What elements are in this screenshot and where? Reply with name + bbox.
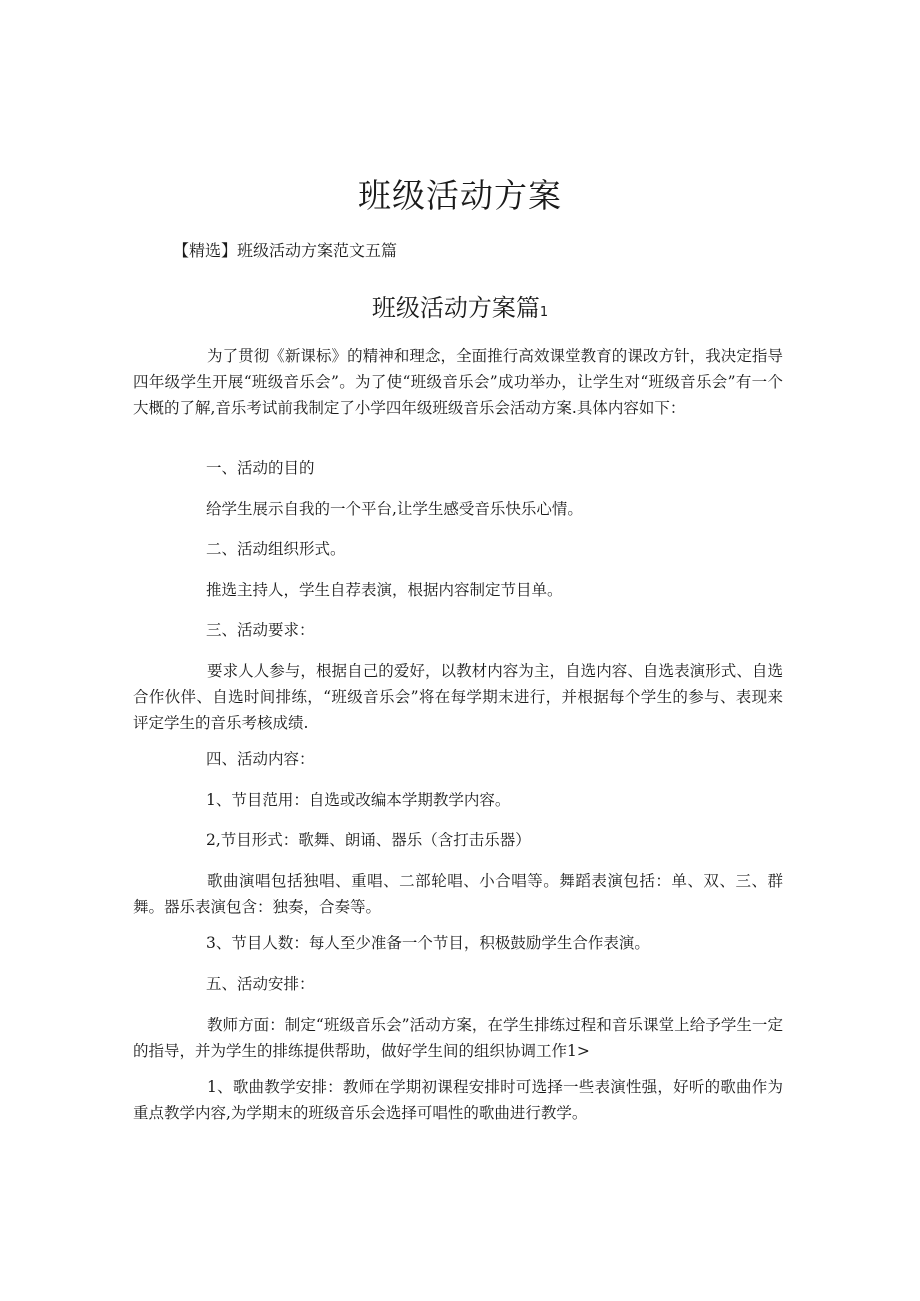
heading-format: 二、活动组织形式。 xyxy=(206,540,346,558)
heading-purpose: 一、活动的目的 xyxy=(206,459,315,477)
section-title-text: 班级活动方案篇 xyxy=(371,294,540,322)
section-title xyxy=(0,288,920,323)
document-title: 班级活动方案 xyxy=(358,176,562,215)
paragraph-song-teaching: 1、歌曲教学安排：教师在学期初课程安排时可选择一些表演性强，好听的歌曲作为重点教学内容,为学期末的班级音乐会选择可唱性的歌曲进行教学。 xyxy=(133,1078,783,1122)
paragraph-purpose: 给学生展示自我的一个平台,让学生感受音乐快乐心情。 xyxy=(206,500,583,518)
list-item-count: 3、节目人数：每人至少准备一个节目，积极鼓励学生合作表演。 xyxy=(206,934,650,952)
paragraph-requirements: 要求人人参与，根据自己的爱好，以教材内容为主，自选内容、自选表演形式、自选合作伙伴、自选时间排练，“班级音乐会”将在每学期末进行，并根据每个学生的参与、表现来评定学生的音乐考核成绩. xyxy=(133,662,783,732)
intro-paragraph: 为了贯彻《新课标》的精神和理念，全面推行高效课堂教育的课改方针，我决定指导四年级学生开展“班级音乐会”。为了使“班级音乐会”成功举办，让学生对“班级音乐会”有一个大概的了解,音乐考试前我制定了小学四年级班级音乐会活动方案.具体内容如下： xyxy=(133,347,783,417)
section-number: 1 xyxy=(539,305,549,320)
list-item-format: 2,节目形式：歌舞、朗诵、器乐（含打击乐器） xyxy=(206,831,531,849)
paragraph-teacher: 教师方面：制定“班级音乐会”活动方案，在学生排练过程和音乐课堂上给予学生一定的指导，并为学生的排练提供帮助，做好学生间的组织协调工作1> xyxy=(133,1016,783,1060)
document-subtitle: 【精选】班级活动方案范文五篇 xyxy=(173,241,398,260)
heading-content: 四、活动内容： xyxy=(206,750,315,768)
list-item-scope: 1、节目范用：自选或改编本学期教学内容。 xyxy=(206,791,511,809)
heading-requirements: 三、活动要求： xyxy=(206,621,315,639)
heading-arrangement: 五、活动安排： xyxy=(206,975,315,993)
paragraph-format: 推选主持人，学生自荐表演，根据内容制定节目单。 xyxy=(206,581,563,599)
paragraph-performance-types: 歌曲演唱包括独唱、重唱、二部轮唱、小合唱等。舞蹈表演包括：单、双、三、群舞。器乐表演包含：独奏，合奏等。 xyxy=(133,872,783,916)
